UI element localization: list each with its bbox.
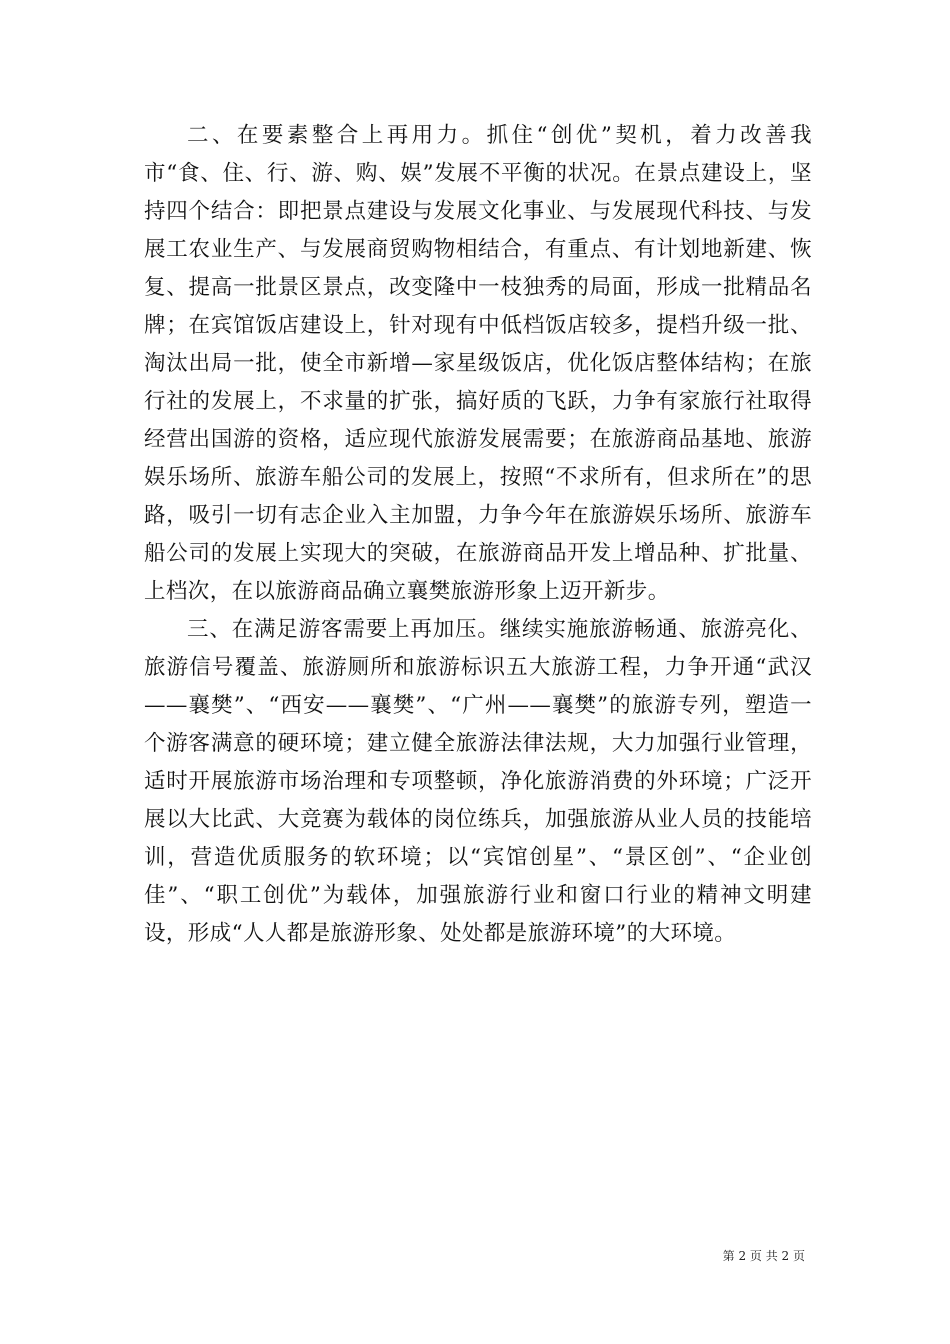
body-text [144, 117, 812, 953]
page-number: 第 2 页 共 2 页 [722, 1249, 805, 1263]
paragraph-3: 三、在满足游客需要上再加压。继续实施旅游畅通、旅游亮化、旅游信号覆盖、旅游厕所和旅游标识五大旅游工程，力争开通“武汉——襄樊”、“西安——襄樊”、“广州——襄樊”的旅游专列，塑造一个游客满意的硬环境；建立健全旅游法律法规，大力加强行业管理，适时开展旅游市场治理和专项整顿，净化旅游消费的外环境；广泛开展以大比武、大竞赛为载体的岗位练兵，加强旅游从业人员的技能培训，营造优质服务的软环境；以“宾馆创星”、“景区创”、“企业创佳”、“职工创优”为载体，加强旅游行业和窗口行业的精神文明建设，形成“人人都是旅游形象、处处都是旅游环境”的大环境。 [144, 617, 812, 946]
paragraph-2: 二、在要素整合上再用力。抓住“创优”契机，着力改善我市“食、住、行、游、购、娱”发展不平衡的状况。在景点建设上，坚持四个结合：即把景点建设与发展文化事业、与发展现代科技、与发展工农业生产、与发展商贸购物相结合，有重点、有计划地新建、恢复、提高一批景区景点，改变隆中一枝独秀的局面，形成一批精品名牌；在宾馆饭店建设上，针对现有中低档饭店较多，提档升级一批、淘汰出局一批，使全市新增—家星级饭店，优化饭店整体结构；在旅行社的发展上，不求量的扩张，搞好质的飞跃，力争有家旅行社取得经营出国游的资格，适应现代旅游发展需要；在旅游商品基地、旅游娱乐场所、旅游车船公司的发展上，按照“不求所有，但求所在”的思路，吸引一切有志企业入主加盟，力争今年在旅游娱乐场所、旅游车船公司的发展上实现大的突破，在旅游商品开发上增品种、扩批量、上档次，在以旅游商品确立襄樊旅游形象上迈开新步。 [144, 123, 812, 604]
